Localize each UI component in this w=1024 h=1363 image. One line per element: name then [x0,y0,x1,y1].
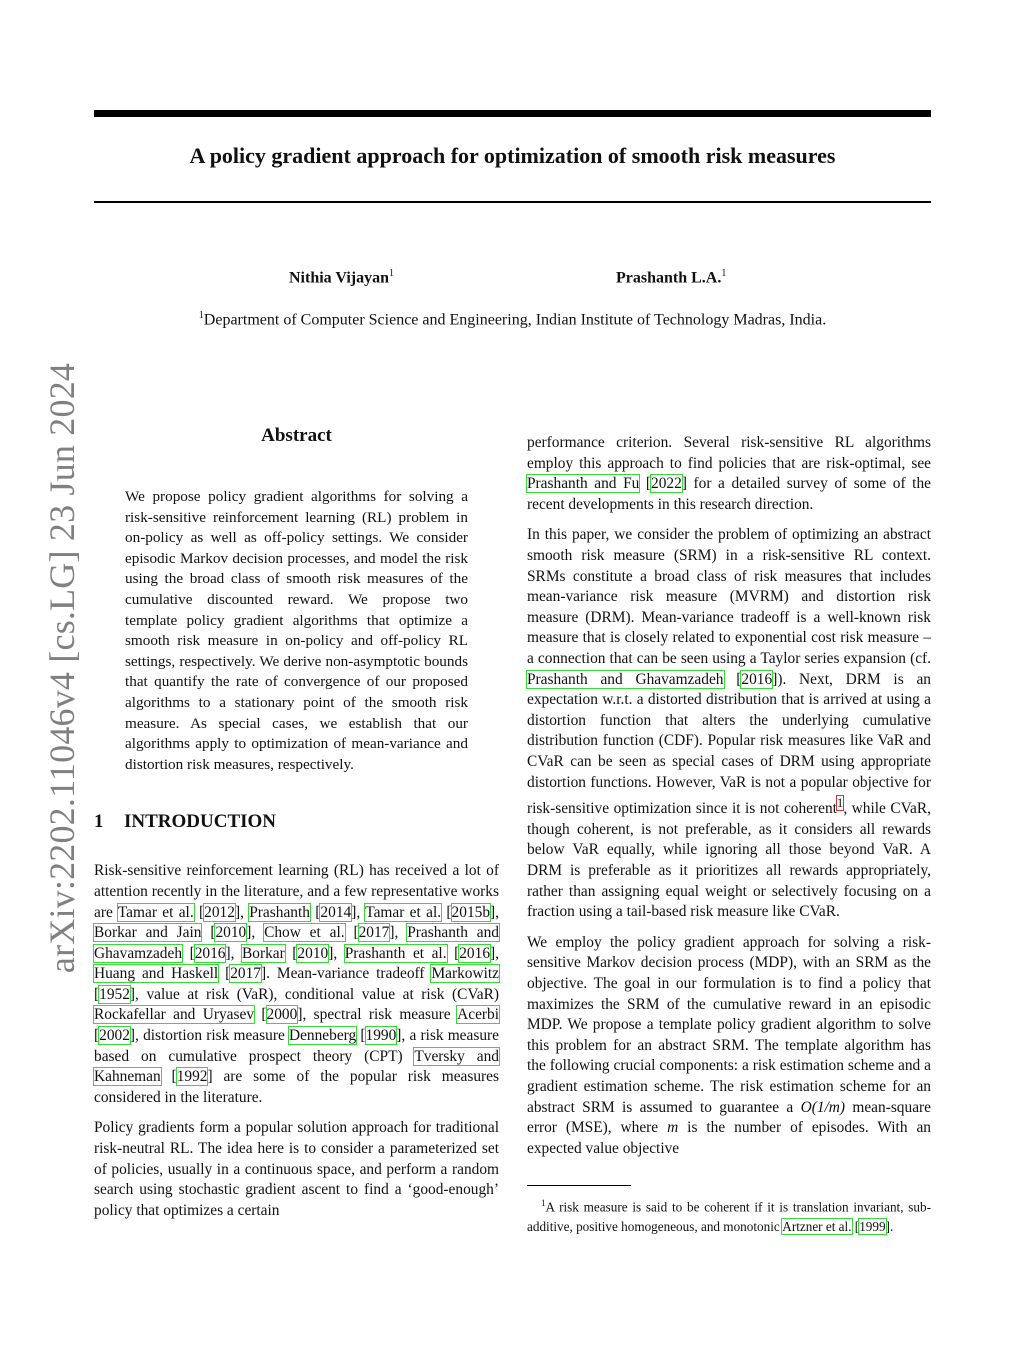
author-1 [289,268,394,287]
citation-link[interactable]: 1999 [859,1218,886,1234]
citation-link[interactable]: Prashanth [249,903,310,921]
citation-link[interactable]: Borkar [242,944,285,962]
citation-link[interactable]: 2017 [358,924,390,942]
citation-link[interactable]: 2012 [204,903,235,921]
citation-link[interactable]: Artzner et al. [782,1218,852,1234]
citation-link[interactable]: 1952 [99,985,130,1003]
section-heading [94,811,499,833]
citation-link[interactable]: 2016 [194,944,226,962]
citation-link[interactable]: Tamar et al. [117,903,194,921]
author-2 [616,268,726,287]
citation-link[interactable]: Borkar and Jain [94,924,202,942]
citation-link[interactable]: 2002 [99,1027,130,1045]
citation-link[interactable]: Acerbi [457,1006,499,1024]
citation-link[interactable]: 1990 [365,1027,397,1045]
section-number: 1 [94,811,104,833]
citation-link[interactable]: Chow et al. [264,924,345,942]
top-rule [94,110,931,117]
citation-link[interactable]: Prashanth et al. [344,944,447,962]
citation-link[interactable]: 2000 [266,1006,298,1024]
paper-title: A policy gradient approach for optimization of smooth risk measures [189,143,836,168]
math-expression: O(1/m) [800,1098,846,1116]
citation-link[interactable]: 2017 [230,965,261,983]
paragraph: Risk-sensitive reinforcement learning (RL) has received a lot of attention recently in the literature, and a few representative works are Tamar et al. [2012], Prashanth [2014], Tamar et al. [2015b], Borkar and Jain [2010], Chow et al. [2017], Prashanth and Ghavamzadeh [2016], Borkar [2010], Prashanth et al. [2016], Huang and Haskell [2017]. Mean-variance tradeoff Markowitz [1952], value at risk (VaR), conditional value at risk (CVaR) Rockafellar and Uryasev [2000], spectral risk measure Acerbi [2002], distortion risk measure Denneberg [1990], a risk measure based on cumulative prospect theory (CPT) Tversky and Kahneman [1992] are some of the popular risk measures considered in the literature. [94,862,500,1106]
citation-link[interactable]: Prashanth and Ghavamzadeh [94,924,499,962]
citation-link[interactable]: 2016 [459,944,491,962]
title-rule [94,201,931,203]
affiliation [94,310,931,329]
citation-link[interactable]: Denneberg [288,1027,357,1045]
left-column [94,425,499,1231]
paragraph: In this paper, we consider the problem of optimizing an abstract smooth risk measure (SRM) in a risk-sensitive RL context. SRMs constitute a broad class of risk measures that includes mean-variance risk measure (MVRM) and distortion risk measure (DRM). Mean-variance tradeoff is a well-known risk measure that is closely related to exponential cost risk measure – a connection that can be seen using a Taylor series expansion (cf. Prashanth and Ghavamzadeh [2016]). Next, DRM is an expectation w.r.t. a distorted distribution that is arrived at using a distortion function that alters the underlying cumulative distribution function (CDF). Popular risk measures like VaR and CVaR can be seen as special cases of DRM using appropriate distortion functions. However, VaR is not a popular objective for risk-sensitive optimization since it is not coherent$^1$, while CVaR, though coherent, is not preferable, as it considers all rewards below VaR equally, while ignoring all those beyond VaR. A DRM is preferable as it prioritizes all rewards appropriately, rather than assigning equal weight or selectively focusing on a fraction using a tail-based risk measure like CVaR. [527,526,931,921]
citation-link[interactable]: Prashanth and Ghavamzadeh [527,670,724,688]
citation-link[interactable]: Tversky and Kahneman [94,1047,499,1086]
right-column [527,433,931,1236]
author-affil-mark: 1 [721,268,727,279]
citation-link[interactable]: 2016 [741,670,773,688]
footnote-ref-link[interactable]: 1 [836,796,844,811]
citation-link[interactable]: Markowitz [431,965,499,983]
footnote [527,1194,931,1235]
affiliation-mark: 1 [198,310,204,321]
abstract-heading: Abstract [261,425,332,446]
paragraph-continued: performance criterion. Several risk-sensitive RL algorithms employ this approach to find policies that are risk-optimal, see Prashanth and Fu [2022] for a detailed survey of some of the recent developments in this research direction. [527,434,931,513]
citation-link[interactable]: 2010 [215,924,247,942]
paragraph: Policy gradients form a popular solution approach for traditional risk-neutral RL. The idea here is to consider a parameterized set of policies, usually in a continuous space, and perform a random search using stochastic gradient ascent to find a ‘good-enough’ policy that optimizes a certain [94,1119,499,1219]
author-name: Prashanth L.A. [616,269,722,287]
citation-link[interactable]: 1992 [176,1068,208,1086]
paragraph: We employ the policy gradient approach for solving a risk-sensitive Markov decision process (MDP), with an SRM as the objective. The goal in our formulation is to find a policy that maximizes the SRM of the cumulative reward in an episodic MDP. We propose a template policy gradient algorithm to solve this problem for an abstract SRM. The template algorithm has the following crucial components: a risk estimation scheme and a gradient estimation scheme. The risk estimation scheme for an abstract SRM is assumed to guarantee a O(1/m) mean-square error (MSE), where m is the number of episodes. With an expected value objective [527,933,931,1157]
citation-link[interactable]: Huang and Haskell [94,965,219,983]
abstract-text: We propose policy gradient algorithms for solving a risk-sensitive reinforcement learning (RL) problem in on-policy as well as off-policy settings. We consider episodic Markov decision processes, and model the risk using the broad class of smooth risk measures of the cumulative discounted reward. We propose two template policy gradient algorithms that optimize a smooth risk measure in on-policy and off-policy RL settings, respectively. We derive non-asymptotic bounds that quantify the rate of convergence of our proposed algorithms to a stationary point of the smooth risk measure. As special cases, we establish that our algorithms apply to optimization of mean-variance and distortion risk measures, respectively. [125,488,468,773]
citation-link[interactable]: 2015b [451,903,491,921]
citation-link[interactable]: Prashanth and Fu [527,475,640,493]
citation-link[interactable]: Tamar et al. [365,903,442,921]
citation-link[interactable]: Rockafellar and Uryasev [94,1006,255,1024]
footnote-rule [527,1185,631,1186]
math-expression: m [667,1119,679,1137]
citation-link[interactable]: 2010 [297,944,329,962]
footnote-mark: 1 [541,1198,546,1209]
citation-link[interactable]: 2022 [651,475,682,493]
author-name: Nithia Vijayan [289,269,390,287]
affiliation-text: Department of Computer Science and Engineering, Indian Institute of Technology Madras, India. [203,311,827,329]
section-title: INTRODUCTION [124,811,277,833]
author-affil-mark: 1 [389,268,395,279]
footnote-body: A risk measure is said to be coherent if it is translation invariant, sub-additive, positive homogeneous, and monotonic Artzner et al. [1999]. [527,1199,931,1234]
citation-link[interactable]: 2014 [320,903,352,921]
arxiv-watermark: arXiv:2202.11046v4 [cs.LG] 23 Jun 2024 [42,362,82,974]
